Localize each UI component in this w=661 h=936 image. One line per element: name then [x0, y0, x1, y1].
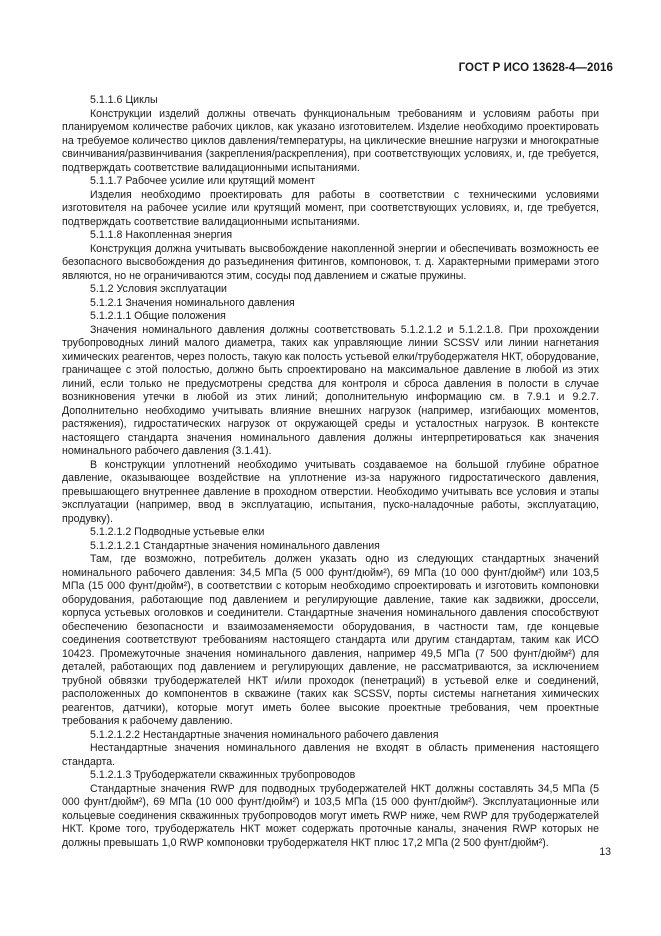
- page-number: 13: [599, 846, 611, 858]
- paragraph-stored-energy: Конструкция должна учитывать высвобождение накопленной энергии и обеспечивать возможность ее безопасного высвобождения до разъединения фитингов, компоновок, т. д. Характерными примерами этого являются, но не ограничиваются этим, сосуды под давлением и сжатые пружины.: [62, 242, 599, 282]
- heading-5-1-2: 5.1.2 Условия эксплуатации: [90, 283, 227, 295]
- paragraph-standard-ratings: Там, где возможно, потребитель должен указать одно из следующих стандартных значений номинального рабочего давления: 34,5 МПа (5 000 фунт/дюйм²), 69 МПа (10 000 фунт/дюйм²) или 103,5 МПа (15 000 фунт/дюйм²), в соответствии с которым необходимо спроектировать и изготовить компоновки оборудования, работающие под давлением и регулирующие давление, такие как задвижки, дроссели, корпуса устьевых оголовков и соединители. Стандартные значения номинального давления способствуют обеспечению безопасности и взаимозаменяемости оборудования, в частности там, где концевые соединения соответствуют требованиям настоящего стандарта или другим стандартам, таким как ИСО 10423. Промежуточные значения номинального давления, например 49,5 МПа (7 500 фунт/дюйм²) для деталей, работающих под давлением и регулирующих давление, не рассматриваются, за исключением трубной обвязки трубодержателей НКТ и/или проходок (пенетраций) в устьевой елке и соединений, расположенных до компонентов в скважине (таких как SCSSV, порты системы нагнетания химических реагентов, датчики), которые могут иметь более высокие проектные требования, чем проектные требования к рабочему давлению.: [62, 553, 599, 727]
- paragraph-torque: Изделия необходимо проектировать для работы в соответствии с техническими условиями изготовителя на рабочее усилие или крутящий момент, при соответствующих условиях, и, где требуется, подтверждать соответствие валидационными испытаниями.: [62, 188, 599, 228]
- heading-5-1-2-1-2-1: 5.1.2.1.2.1 Стандартные значения номинального давления: [90, 539, 380, 552]
- paragraph-nonstandard-ratings: Нестандартные значения номинального давления не входят в область применения настоящего стандарта.: [62, 742, 599, 768]
- paragraph-tubing-hangers: Стандартные значения RWP для подводных трубодержателей НКТ должны составлять 34,5 МПа (5 000 фунт/дюйм²), 69 МПа (10 000 фунт/дюйм²) и 103,5 МПа (15 000 фунт/дюйм²). Эксплуатационные или кольцевые соединения скважинных трубопроводов могут иметь RWP ниже, чем RWP для трубодержателей НКТ. Кроме того, трубодержатель НКТ может содержать проточные каналы, значения RWP которых не должны превышать 1,0 RWP компоновки трубодержателя НКТ плюс 17,2 МПа (2 500 фунт/дюйм²).: [62, 782, 599, 849]
- heading-5-1-2-1-2-2: 5.1.2.1.2.2 Нестандартные значения номинального рабочего давления: [90, 728, 439, 741]
- heading-5-1-2-1-2: 5.1.2.1.2 Подводные устьевые елки: [90, 526, 265, 538]
- page-header: ГОСТ Р ИСО 13628-4—2016: [458, 62, 613, 74]
- heading-5-1-1-8: 5.1.1.8 Накопленная энергия: [90, 229, 233, 241]
- heading-5-1-2-1-1: 5.1.2.1.1 Общие положения: [90, 310, 226, 322]
- heading-5-1-1-7: 5.1.1.7 Рабочее усилие или крутящий момент: [90, 175, 316, 187]
- heading-5-1-2-1: 5.1.2.1 Значения номинального давления: [90, 296, 295, 309]
- heading-5-1-1-6: 5.1.1.6 Циклы: [90, 94, 158, 106]
- paragraph-pressure-general: Значения номинального давления должны соответствовать 5.1.2.1.2 и 5.1.2.1.8. При прохождении трубопроводных линий малого диаметра, таких как управляющие линии SCSSV или линии нагнетания химических реагентов, через полость, такую как полость устьевой елки/трубодержателя НКТ, оборудование, граничащее с этой полостью, должно быть спроектировано на максимальное давление в любой из этих линий, если только не предусмотрены средства для контроля и сброса давления в полости в случае возникновения утечки в любой из этих линий; дополнительную информацию см. в 7.9.1 и 9.2.7. Дополнительно необходимо учитывать влияние внешних нагрузок (например, изгибающих моментов, растяжения), гидростатических нагрузок от окружающей среды и усталостных нагрузок. В контексте настоящего стандарта значения номинального давления должны интерпретироваться как значения номинального рабочего давления (3.1.41).: [62, 323, 599, 457]
- paragraph-cycles: Конструкции изделий должны отвечать функциональным требованиям и условиям работы при планируемом количестве рабочих циклов, как указано изготовителем. Изделие необходимо проектировать на требуемое количество циклов давления/температуры, на циклические внешние нагрузки и многократные свинчивания/развинчивания (закрепления/раскрепления), при соответствующих условиях, и, где требуется, подтверждать соответствие валидационными испытаниями.: [62, 107, 599, 174]
- paragraph-seals: В конструкции уплотнений необходимо учитывать создаваемое на большой глубине обратное давление, оказывающее воздействие на уплотнение из-за наружного гидростатического давления, превышающего внутреннее давление в проходном отверстии. Необходимо учитывать все условия и этапы эксплуатации (например, ввод в эксплуатацию, испытания, пуско-наладочные работы, эксплуатацию, продувку).: [62, 458, 599, 525]
- document-body: [62, 94, 599, 850]
- heading-5-1-2-1-3: 5.1.2.1.3 Трубодержатели скважинных трубопроводов: [90, 769, 356, 781]
